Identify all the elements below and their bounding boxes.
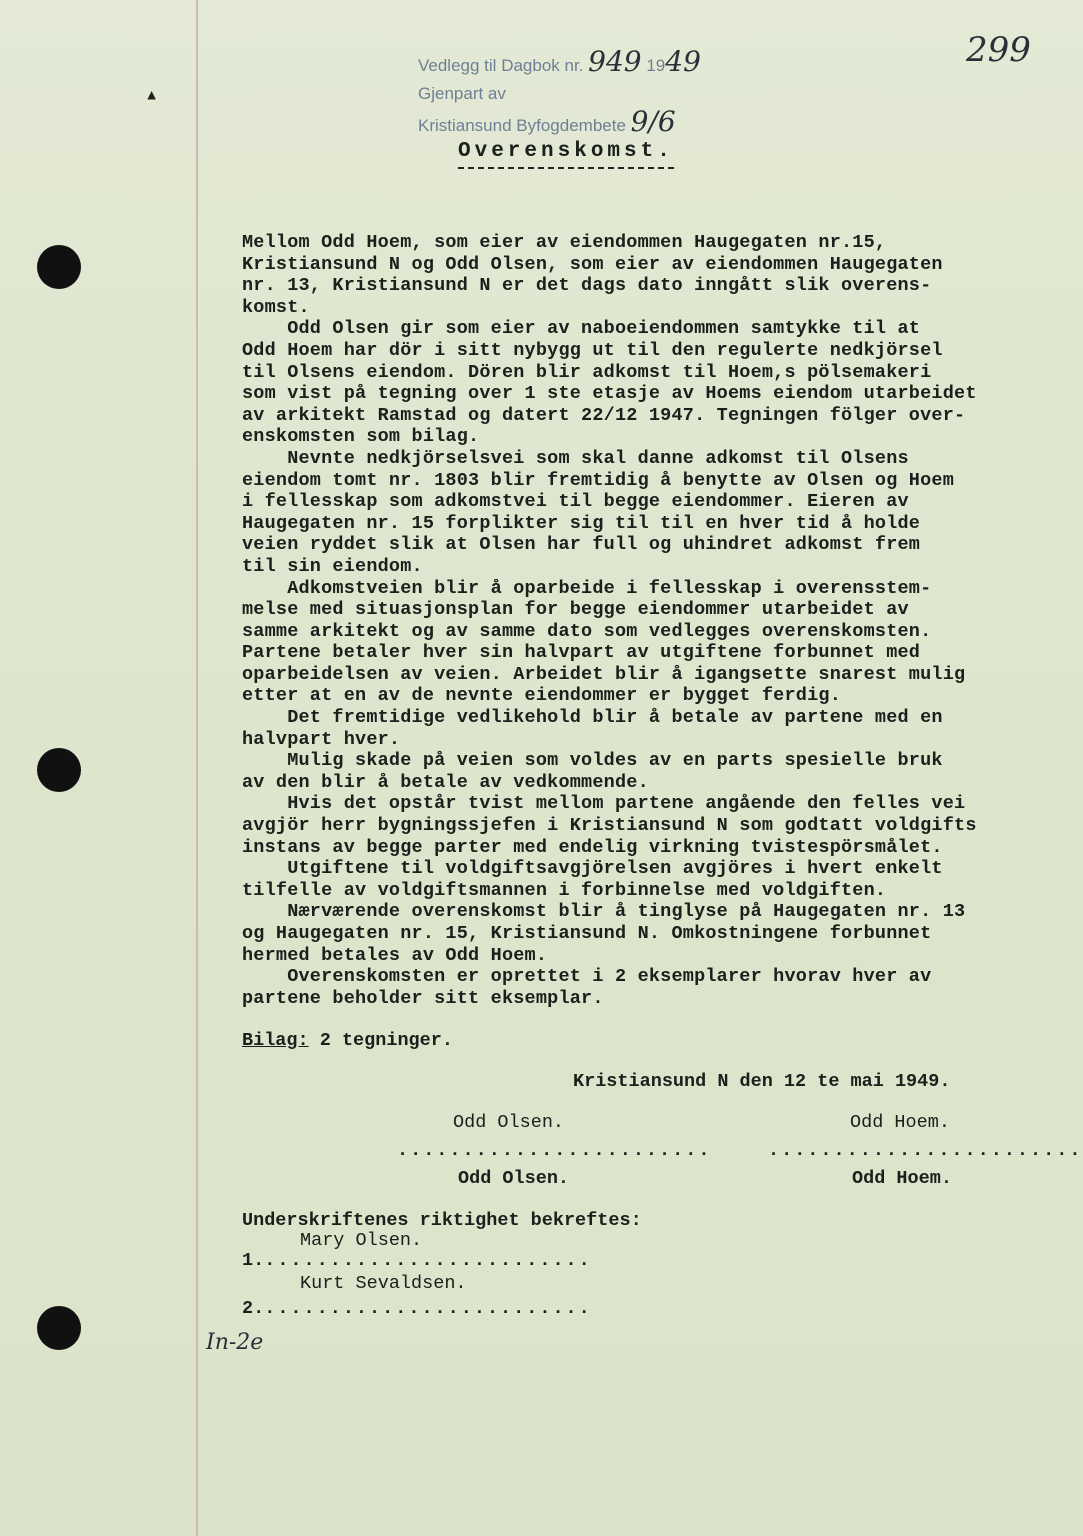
stray-mark: ▴ [145,83,159,108]
witness-2-name: Kurt Sevaldsen. [300,1273,467,1294]
witness-1-name: Mary Olsen. [300,1230,423,1251]
witness-1-line [242,1250,592,1271]
punch-hole [37,1306,81,1350]
attachment-label: Bilag: [242,1030,309,1051]
witness-1-dots: ......................... [264,1250,592,1271]
attachment-line [242,1030,453,1051]
page-number: 299 [966,30,1031,70]
witness-2-dots: ......................... [264,1298,592,1319]
margin-line [196,0,198,1536]
witness-2-label: 2. [242,1298,265,1319]
agreement-body: Mellom Odd Hoem, som eier av eiendommen Haugegaten nr.15, Kristiansund N og Odd Olsen, som eier av eiendommen Haugegaten nr. 13, Kristiansund N er det dags dato inngått slik overens- komst. Odd Olsen gir som eier av naboeiendommen samtykke til at Odd Hoem har dör i sitt nybygg ut til den regulerte nedkjörsel til Olsens eiendom. Dören blir adkomst til Hoem,s pölsemakeri som vist på tegning over 1 ste etasje av Hoems eiendom utarbeidet av arkitekt Ramstad og datert 22/12 1947. Tegningen fölger over- enskomsten som bilag. Nevnte nedkjörselsvei som skal danne adkomst til Olsens eiendom tomt nr. 1803 blir fremtidig å benytte av Olsen og Hoem i fellesskap som adkomstvei til begge eiendommer. Eieren av Haugegaten nr. 15 forplikter sig til til en hver tid å holde veien ryddet slik at Olsen har full og uhindret adkomst frem til sin eiendom. Adkomstveien blir å oparbeide i fellesskap i overensstem- melse med situasjonsplan for begge eiendommer utarbeidet av samme arkitekt og av samme dato som vedlegges overenskomsten. Partene betaler hver sin halvpart av utgiftene forbunnet med oparbeidelsen av veien. Arbeidet blir å igangsette snarest mulig etter at en av de nevnte eiendommer er bygget ferdig. Det fremtidige vedlikehold blir å betale av partene med en halvpart hver. Mulig skade på veien som voldes av en parts spesielle bruk av den blir å betale av vedkommende. Hvis det opstår tvist mellom partene angående den felles vei avgjör herr bygningssjefen i Kristiansund N som godtatt voldgifts instans av begge parter med endelig virkning tvistespörsmålet. Utgiftene til voldgiftsavgjörelsen avgjöres i hvert enkelt tilfelle av voldgiftsmannen i forbinnelse med voldgiften. Nærværende overenskomst blir å tinglyse på Haugegaten nr. 13 og Haugegaten nr. 15, Kristiansund N. Omkostningene forbunnet hermed betales av Odd Hoem. Overenskomsten er oprettet i 2 eksemplarer hvorav hver av partene beholder sitt eksemplar. [242,232,977,1009]
signature-left-name: Odd Olsen. [458,1168,570,1189]
witness-2-line [242,1298,592,1319]
signature-line-left: ........................ [397,1140,712,1161]
stamp-year-hand: 49 [665,45,701,78]
handwritten-initials: In-2e [206,1330,264,1355]
stamp-dagbok-label: Dagbok nr. [501,56,584,75]
confirmation-heading: Underskriftenes riktighet bekreftes: [242,1210,642,1231]
stamp-line1: Vedlegg til [418,56,497,75]
signature-right-name: Odd Hoem. [852,1168,952,1189]
stamp-line2: Gjenpart av [418,84,506,103]
archive-stamp [418,45,701,140]
punch-hole [37,748,81,792]
stamp-dagbok-number: 949 [588,45,642,78]
stamp-line3: Kristiansund Byfogdembete [418,116,626,135]
stamp-date-hand: 9/6 [630,105,676,138]
attachment-text: 2 tegninger. [319,1030,453,1051]
punch-hole [37,245,81,289]
signature-line-right: ........................ [768,1140,1083,1161]
signature-right-typed: Odd Hoem. [850,1112,950,1133]
stamp-year-prefix: 19 [646,56,666,75]
witness-1-label: 1. [242,1250,265,1271]
place-date: Kristiansund N den 12 te mai 1949. [573,1071,951,1092]
signature-left-typed: Odd Olsen. [453,1112,565,1133]
document-title: Overenskomst. [458,140,674,169]
